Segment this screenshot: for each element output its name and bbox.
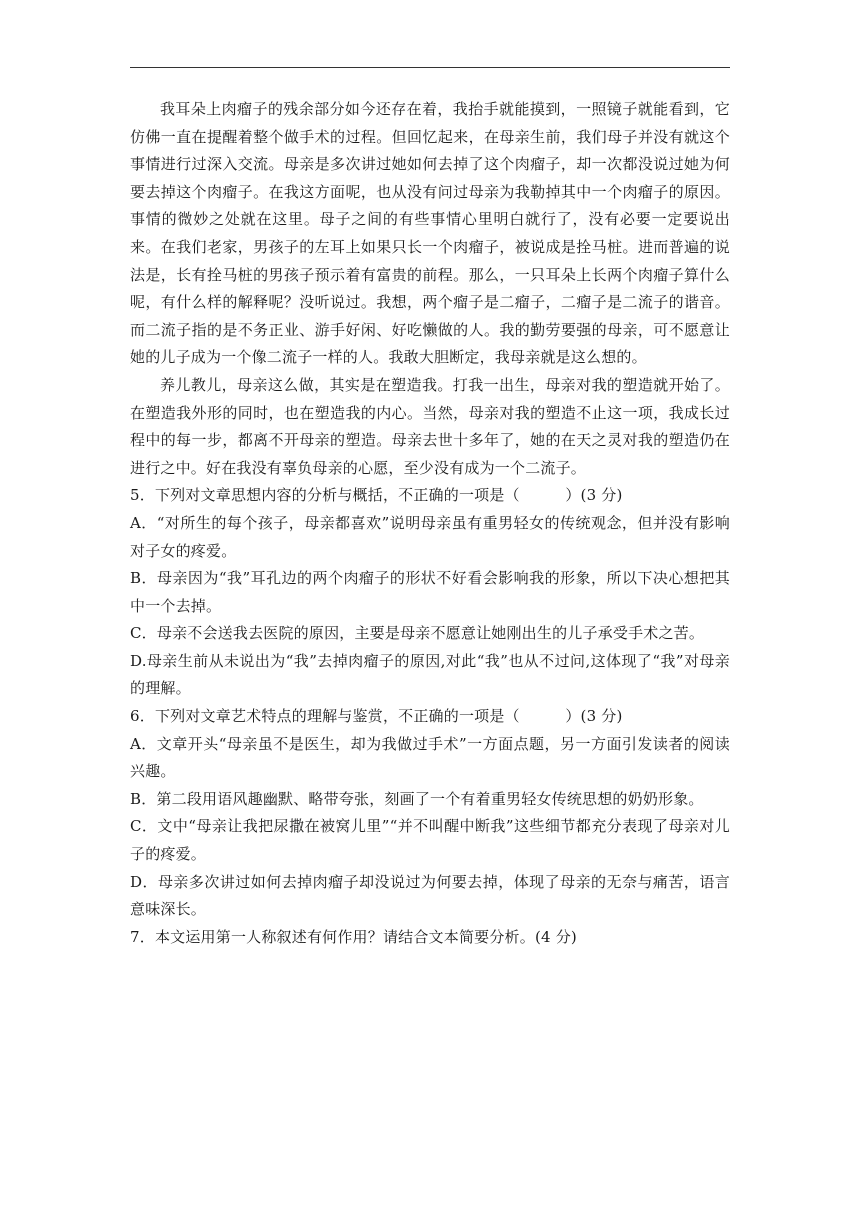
passage-paragraph: 我耳朵上肉瘤子的残余部分如今还存在着，我抬手就能摸到，一照镜子就能看到，它仿佛一直在提醒着整个做手术的过程。但回忆起来，在母亲生前，我们母子并没有就这个事情进行过深入交流。母亲是多次讲过她如何去掉了这个肉瘤子，却一次都没说过她为何要去掉这个肉瘤子。在我这方面呢，也从没有问过母亲为我勒掉其中一个肉瘤子的原因。事情的微妙之处就在这里。母子之间的有些事情心里明白就行了，没有必要一定要说出来。在我们老家，男孩子的左耳上如果只长一个肉瘤子，被说成是拴马桩。进而普遍的说法是，长有拴马桩的男孩子预示着有富贵的前程。那么，一只耳朵上长两个肉瘤子算什么呢，有什么样的解释呢？没听说过。我想，两个瘤子是二瘤子，二瘤子是二流子的谐音。而二流子指的是不务正业、游手好闲、好吃懒做的人。我的勤劳要强的母亲，可不愿意让她的儿子成为一个像二流子一样的人。我敢大胆断定，我母亲就是这么想的。	[130, 100, 730, 367]
question-5-option-b: B．母亲因为“我”耳孔边的两个肉瘤子的形状不好看会影响我的形象，所以下决心想把其中一个去掉。	[130, 569, 730, 615]
question-5-stem: 5．下列对文章思想内容的分析与概括，不正确的一项是（ ）(3 分)	[130, 486, 623, 505]
question-6-stem: 6．下列对文章艺术特点的理解与鉴赏，不正确的一项是（ ）(3 分)	[130, 707, 623, 726]
passage-paragraph: 养儿教儿，母亲这么做，其实是在塑造我。打我一出生，母亲对我的塑造就开始了。在塑造我外形的同时，也在塑造我的内心。当然，母亲对我的塑造不止这一项，我成长过程中的每一步，都离不开母亲的塑造。母亲去世十多年了，她的在天之灵对我的塑造仍在进行之中。好在我没有辜负母亲的心愿，至少没有成为一个二流子。	[130, 375, 730, 477]
question-6-option-c: C．文中“母亲让我把尿撒在被窝儿里”“并不叫醒中断我”这些细节都充分表现了母亲对儿子的疼爱。	[130, 817, 730, 864]
question-7-stem: 7．本文运用第一人称叙述有何作用？请结合文本简要分析。(4 分)	[130, 927, 577, 946]
question-5-option-a: A．“对所生的每个孩子，母亲都喜欢”说明母亲虽有重男轻女的传统观念，但并没有影响对子女的疼爱。	[130, 513, 730, 560]
question-6-option-d: D．母亲多次讲过如何去掉肉瘤子却没说过为何要去掉，体现了母亲的无奈与痛苦，语言意味深长。	[130, 872, 730, 919]
header-rule	[130, 67, 730, 68]
question-6-option-a: A．文章开头“母亲虽不是医生，却为我做过手术”一方面点题，另一方面引发读者的阅读兴趣。	[130, 734, 730, 781]
document-body	[130, 96, 730, 951]
question-5-option-c: C．母亲不会送我去医院的原因，主要是母亲不愿意让她刚出生的儿子承受手术之苦。	[130, 624, 705, 643]
question-6-option-b: B．第二段用语风趣幽默、略带夸张，刻画了一个有着重男轻女传统思想的奶奶形象。	[130, 789, 704, 808]
question-5-option-d: D.母亲生前从未说出为“我”去掉肉瘤子的原因,对此“我”也从不过问,这体现了“我”对母亲的理解。	[130, 651, 730, 698]
